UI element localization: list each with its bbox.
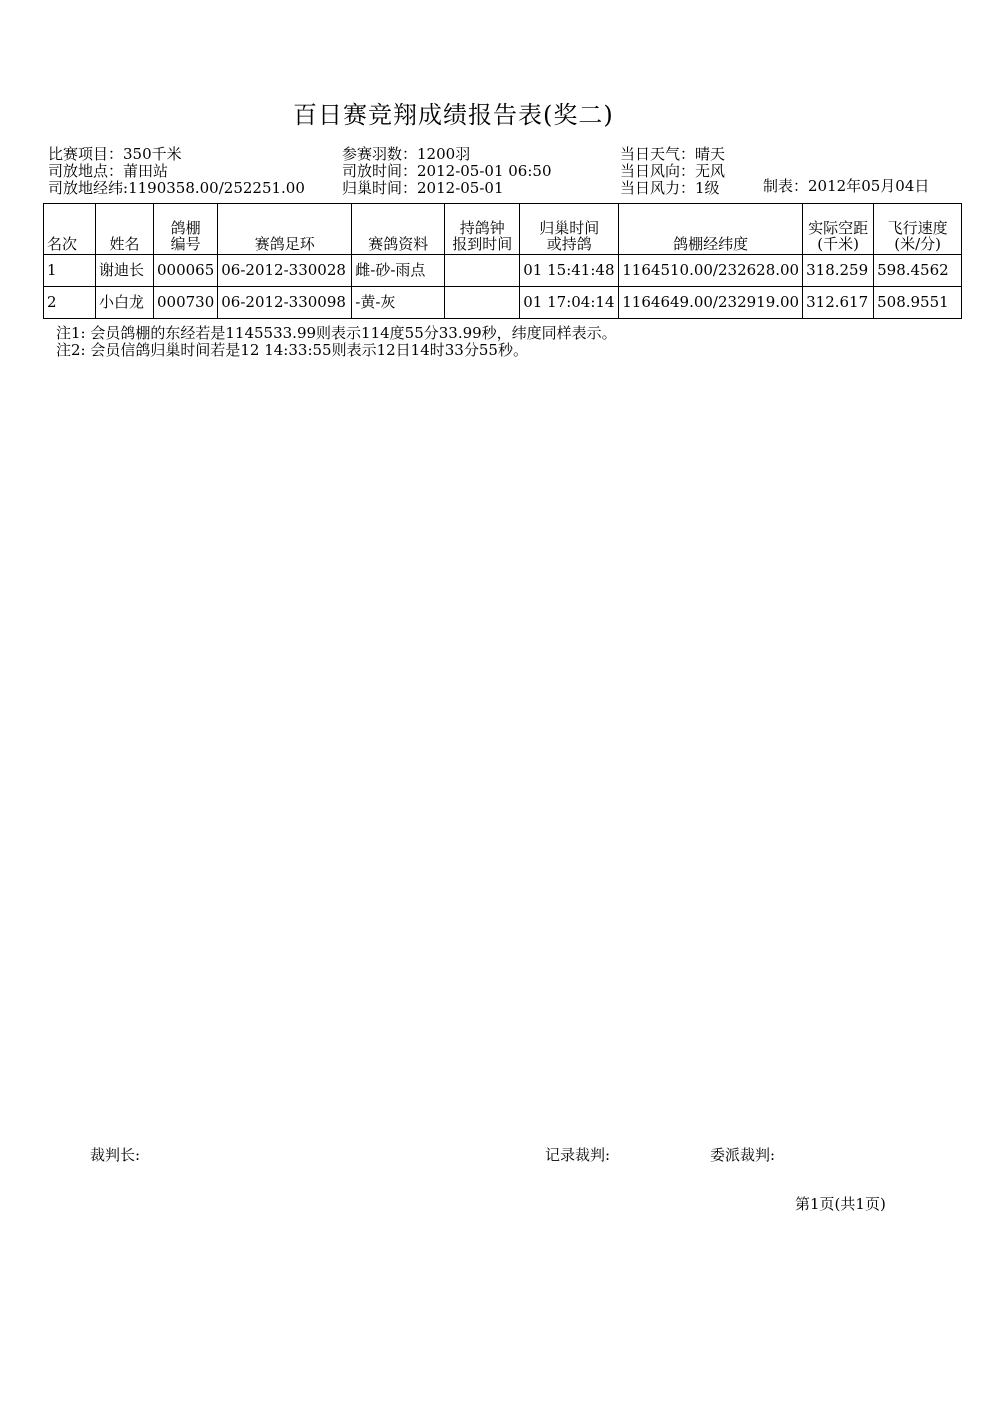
info-weather: 当日天气：晴天 bbox=[620, 145, 726, 163]
info-release-coords: 司放地经纬:1190358.00/252251.00 bbox=[48, 179, 305, 197]
header-clock-time: 持鸽钟 报到时间 bbox=[445, 204, 520, 255]
info-return-time: 归巢时间：2012-05-01 bbox=[342, 179, 504, 197]
cell-clock-time bbox=[445, 255, 520, 287]
cell-rank: 1 bbox=[44, 255, 96, 287]
chief-judge-label: 裁判长: bbox=[90, 1146, 141, 1164]
header-speed: 飞行速度 (米/分) bbox=[874, 204, 962, 255]
cell-name: 谢迪长 bbox=[96, 255, 154, 287]
header-distance: 实际空距 (千米) bbox=[803, 204, 874, 255]
report-title: 百日赛竞翔成绩报告表(奖二) bbox=[293, 101, 614, 129]
results-table bbox=[43, 203, 962, 319]
cell-return-time: 01 17:04:14 bbox=[520, 287, 619, 319]
cell-ring: 06-2012-330028 bbox=[218, 255, 352, 287]
cell-pigeon-info: 雌-砂-雨点 bbox=[352, 255, 445, 287]
record-judge-label: 记录裁判: bbox=[545, 1146, 611, 1164]
cell-loft-coords: 1164649.00/232919.00 bbox=[619, 287, 803, 319]
cell-return-time: 01 15:41:48 bbox=[520, 255, 619, 287]
table-header-row bbox=[44, 204, 962, 255]
page-number: 第1页(共1页) bbox=[795, 1195, 886, 1213]
notes bbox=[56, 325, 617, 359]
header-loft-coords: 鸽棚经纬度 bbox=[619, 204, 803, 255]
cell-loft-coords: 1164510.00/232628.00 bbox=[619, 255, 803, 287]
info-race-item: 比赛项目：350千米 bbox=[48, 145, 182, 163]
cell-speed: 508.9551 bbox=[874, 287, 962, 319]
info-col-1 bbox=[48, 146, 305, 197]
assigned-judge-label: 委派裁判: bbox=[710, 1146, 776, 1164]
cell-rank: 2 bbox=[44, 287, 96, 319]
info-made-by: 制表：2012年05月04日 bbox=[763, 177, 930, 195]
cell-loft-id: 000065 bbox=[154, 255, 218, 287]
info-col-2 bbox=[342, 146, 552, 197]
header-return-time: 归巢时间 或持鸽 bbox=[520, 204, 619, 255]
info-wind-force: 当日风力：1级 bbox=[620, 179, 720, 197]
cell-distance: 318.259 bbox=[803, 255, 874, 287]
header-loft-id: 鸽棚 编号 bbox=[154, 204, 218, 255]
info-wind-direction: 当日风向：无风 bbox=[620, 162, 726, 180]
cell-ring: 06-2012-330098 bbox=[218, 287, 352, 319]
info-entry-count: 参赛羽数：1200羽 bbox=[342, 145, 471, 163]
info-col-3 bbox=[620, 146, 725, 197]
table-row bbox=[44, 255, 962, 287]
table-row bbox=[44, 287, 962, 319]
note-1: 注1: 会员鸽棚的东经若是1145533.99则表示114度55分33.99秒，纬度同样表示。 bbox=[56, 324, 617, 342]
header-rank: 名次 bbox=[44, 204, 96, 255]
note-2: 注2: 会员信鸽归巢时间若是12 14:33:55则表示12日14时33分55秒。 bbox=[56, 341, 528, 359]
cell-distance: 312.617 bbox=[803, 287, 874, 319]
header-ring: 赛鸽足环 bbox=[218, 204, 352, 255]
header-name: 姓名 bbox=[96, 204, 154, 255]
cell-pigeon-info: -黄-灰 bbox=[352, 287, 445, 319]
header-pigeon-info: 赛鸽资料 bbox=[352, 204, 445, 255]
info-release-time: 司放时间：2012-05-01 06:50 bbox=[342, 162, 552, 180]
cell-name: 小白龙 bbox=[96, 287, 154, 319]
cell-loft-id: 000730 bbox=[154, 287, 218, 319]
cell-clock-time bbox=[445, 287, 520, 319]
cell-speed: 598.4562 bbox=[874, 255, 962, 287]
info-release-place: 司放地点：莆田站 bbox=[48, 162, 169, 180]
